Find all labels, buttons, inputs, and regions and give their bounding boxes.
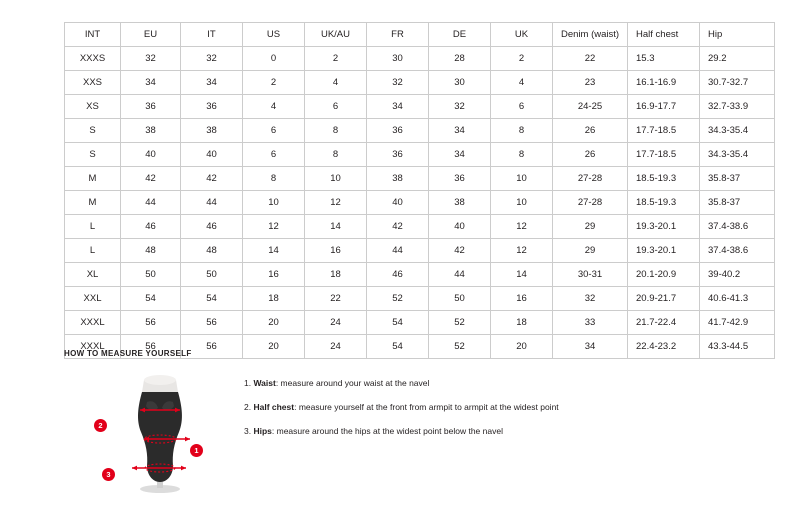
instruction-index: 3. [244,426,252,437]
cell: 42 [429,239,491,263]
cell: 21.7-22.4 [628,311,700,335]
cell: 52 [429,335,491,359]
cell: 38 [429,191,491,215]
cell: 54 [121,287,181,311]
size-chart-container [64,22,749,359]
instruction-index: 1. [244,378,252,388]
cell: 39-40.2 [700,263,775,287]
cell: 30-31 [553,263,628,287]
instruction-text: : measure yourself at the front from armpit to armpit at the widest point [294,402,559,413]
cell: 40 [429,215,491,239]
cell: 22.4-23.2 [628,335,700,359]
cell: L [65,215,121,239]
cell: 10 [305,167,367,191]
cell: 34 [181,71,243,95]
cell: XXL [65,287,121,311]
cell: 2 [243,71,305,95]
instruction-term: Hips [253,426,272,437]
cell: 22 [553,47,628,71]
cell: 12 [243,215,305,239]
table-row [65,239,775,263]
cell: 8 [243,167,305,191]
cell: 15.3 [628,47,700,71]
cell: 17.7-18.5 [628,143,700,167]
cell: 16.1-16.9 [628,71,700,95]
cell: 40 [121,143,181,167]
cell: 56 [181,311,243,335]
mannequin-illustration [100,370,220,495]
cell: 2 [305,47,367,71]
cell: 34 [429,119,491,143]
cell: 40 [367,191,429,215]
cell: 40 [181,143,243,167]
cell: 34.3-35.4 [700,143,775,167]
cell: 32.7-33.9 [700,95,775,119]
instruction-text: : measure around the hips at the widest point below the navel [271,426,503,437]
column-header: Denim (waist) [553,23,628,47]
cell: 10 [243,191,305,215]
instruction-item [244,402,559,412]
cell: 18 [305,263,367,287]
cell: 20.9-21.7 [628,287,700,311]
cell: 34 [121,71,181,95]
table-row [65,143,775,167]
cell: 24 [305,335,367,359]
cell: 38 [367,167,429,191]
cell: 20 [243,311,305,335]
cell: 48 [181,239,243,263]
cell: 19.3-20.1 [628,239,700,263]
marker-badge-1: 1 [190,444,203,457]
cell: 44 [181,191,243,215]
cell: 18 [491,311,553,335]
table-header-row [65,23,775,47]
instruction-item [244,378,559,388]
cell: 14 [491,263,553,287]
cell: 24-25 [553,95,628,119]
cell: 8 [305,119,367,143]
cell: 23 [553,71,628,95]
cell: 32 [429,95,491,119]
column-header: EU [121,23,181,47]
cell: XXS [65,71,121,95]
cell: 32 [181,47,243,71]
table-row [65,95,775,119]
cell: 54 [367,335,429,359]
cell: 50 [429,287,491,311]
cell: 27-28 [553,191,628,215]
column-header: Hip [700,23,775,47]
cell: 37.4-38.6 [700,239,775,263]
cell: 36 [429,167,491,191]
cell: 16.9-17.7 [628,95,700,119]
table-row [65,191,775,215]
column-header: IT [181,23,243,47]
cell: M [65,167,121,191]
cell: 36 [367,143,429,167]
mannequin-svg [100,370,220,495]
instruction-index: 2. [244,402,252,413]
cell: 2 [491,47,553,71]
cell: 46 [367,263,429,287]
cell: 56 [121,311,181,335]
cell: 22 [305,287,367,311]
size-chart-table [64,22,775,359]
cell: 43.3-44.5 [700,335,775,359]
cell: 4 [491,71,553,95]
cell: 6 [243,119,305,143]
cell: 30 [429,71,491,95]
cell: 36 [181,95,243,119]
cell: 46 [181,215,243,239]
cell: 34.3-35.4 [700,119,775,143]
cell: 16 [305,239,367,263]
column-header: UK [491,23,553,47]
cell: 27-28 [553,167,628,191]
instruction-term: Half chest [253,402,295,413]
table-row [65,47,775,71]
cell: XXXL [65,311,121,335]
cell: 34 [553,335,628,359]
cell: 56 [121,335,181,359]
cell: 42 [121,167,181,191]
section-title: HOW TO MEASURE YOURSELF [64,349,192,358]
cell: 18.5-19.3 [628,167,700,191]
cell: 14 [243,239,305,263]
table-row [65,71,775,95]
table-row [65,287,775,311]
cell: 30.7-32.7 [700,71,775,95]
column-header: INT [65,23,121,47]
table-row [65,311,775,335]
cell: 6 [243,143,305,167]
cell: 17.7-18.5 [628,119,700,143]
cell: 8 [305,143,367,167]
cell: XXXS [65,47,121,71]
cell: XL [65,263,121,287]
column-header: DE [429,23,491,47]
cell: 29 [553,215,628,239]
cell: 38 [181,119,243,143]
instruction-term: Waist [253,378,276,388]
cell: 32 [367,71,429,95]
cell: 28 [429,47,491,71]
cell: 8 [491,119,553,143]
measure-body [64,368,744,495]
cell: 16 [243,263,305,287]
marker-badge-2: 2 [94,419,107,432]
cell: 42 [181,167,243,191]
measure-instructions [244,378,559,451]
cell: 36 [121,95,181,119]
cell: L [65,239,121,263]
cell: M [65,191,121,215]
cell: 14 [305,215,367,239]
cell: XXXL [65,335,121,359]
marker-badge-3: 3 [102,468,115,481]
cell: 44 [367,239,429,263]
cell: 4 [243,95,305,119]
cell: 18 [243,287,305,311]
column-header: US [243,23,305,47]
cell: 12 [491,215,553,239]
cell: 10 [491,167,553,191]
instruction-text: : measure around your waist at the navel [275,378,430,388]
cell: 20.1-20.9 [628,263,700,287]
cell: 26 [553,143,628,167]
cell: 12 [491,239,553,263]
cell: 29 [553,239,628,263]
cell: 29.2 [700,47,775,71]
cell: 18.5-19.3 [628,191,700,215]
cell: 54 [367,311,429,335]
table-row [65,167,775,191]
cell: 19.3-20.1 [628,215,700,239]
cell: 40.6-41.3 [700,287,775,311]
column-header: FR [367,23,429,47]
cell: 50 [121,263,181,287]
cell: 46 [121,215,181,239]
how-to-measure-section [64,349,744,495]
cell: 20 [491,335,553,359]
cell: 33 [553,311,628,335]
cell: 6 [305,95,367,119]
cell: 4 [305,71,367,95]
cell: 32 [553,287,628,311]
cell: 26 [553,119,628,143]
cell: 20 [243,335,305,359]
table-row [65,119,775,143]
table-row [65,263,775,287]
cell: 42 [367,215,429,239]
instruction-item [244,426,559,436]
cell: 44 [429,263,491,287]
cell: 44 [121,191,181,215]
column-header: UK/AU [305,23,367,47]
cell: XS [65,95,121,119]
cell: 52 [429,311,491,335]
cell: S [65,143,121,167]
cell: 32 [121,47,181,71]
cell: 10 [491,191,553,215]
cell: 37.4-38.6 [700,215,775,239]
table-row [65,215,775,239]
cell: 12 [305,191,367,215]
cell: 56 [181,335,243,359]
cell: 16 [491,287,553,311]
cell: 30 [367,47,429,71]
cell: 34 [367,95,429,119]
cell: 41.7-42.9 [700,311,775,335]
cell: S [65,119,121,143]
cell: 0 [243,47,305,71]
cell: 8 [491,143,553,167]
cell: 52 [367,287,429,311]
cell: 35.8-37 [700,191,775,215]
cell: 34 [429,143,491,167]
cell: 38 [121,119,181,143]
cell: 6 [491,95,553,119]
cell: 24 [305,311,367,335]
cell: 36 [367,119,429,143]
column-header: Half chest [628,23,700,47]
cell: 54 [181,287,243,311]
cell: 48 [121,239,181,263]
cell: 50 [181,263,243,287]
cell: 35.8-37 [700,167,775,191]
